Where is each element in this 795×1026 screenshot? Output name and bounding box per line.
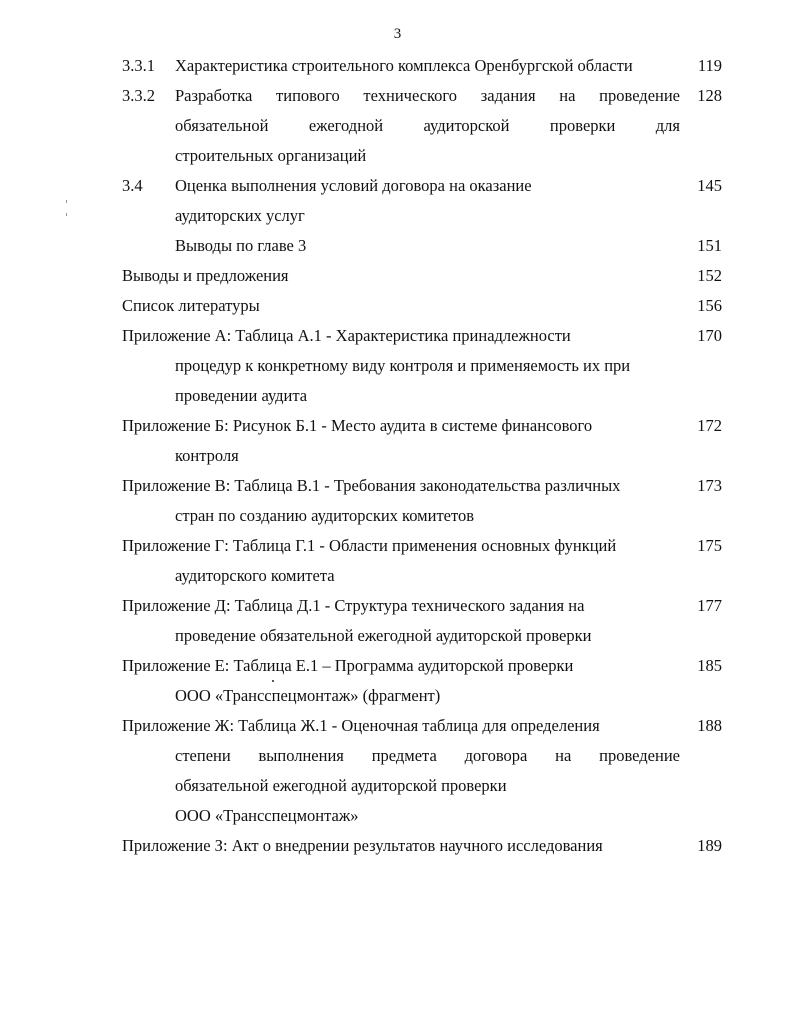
toc-entry-continuation: обязательной ежегодной аудиторской проверки для xyxy=(175,116,680,135)
toc-entry-continuation: контроля xyxy=(175,446,239,465)
toc-entry-title: Приложение З: Акт о внедрении результатов научного исследования xyxy=(122,836,603,855)
toc-entry-title: Приложение В: Таблица В.1 - Требования законодательства различных xyxy=(122,476,621,495)
toc-entry-title: Разработка типового технического задания на проведение xyxy=(175,86,680,105)
toc-entry-continuation: степени выполнения предмета договора на проведение xyxy=(175,746,680,765)
scan-speck xyxy=(272,680,274,682)
toc-entry-number: 3.3.2 xyxy=(122,86,155,105)
toc-entry-title: Выводы и предложения xyxy=(122,266,289,285)
toc-entry-page: 152 xyxy=(697,266,722,285)
toc-entry-number: 3.3.1 xyxy=(122,56,155,75)
toc-entry-title: Список литературы xyxy=(122,296,260,315)
toc-entry-page: 173 xyxy=(697,476,722,495)
toc-entry-continuation: стран по созданию аудиторских комитетов xyxy=(175,506,475,525)
toc-entry-number: 3.4 xyxy=(122,176,143,195)
toc-entry-page: 170 xyxy=(697,326,722,345)
toc-entry-continuation: строительных организаций xyxy=(175,146,367,165)
scan-edge-mark xyxy=(66,213,67,216)
toc-entry-title: Приложение Е: Таблица Е.1 – Программа аудиторской проверки xyxy=(122,656,574,675)
toc-entry-title: Выводы по главе 3 xyxy=(175,236,307,255)
toc-entry-page: 119 xyxy=(697,56,722,75)
toc-entry-page: 128 xyxy=(697,86,722,105)
toc-entry-continuation: проведение обязательной ежегодной аудиторской проверки xyxy=(175,626,592,645)
toc-entry-title: Приложение Б: Рисунок Б.1 - Место аудита в системе финансового xyxy=(122,416,593,435)
toc-entry-page: 175 xyxy=(697,536,722,555)
toc-entry-page: 189 xyxy=(697,836,722,855)
toc-entry-continuation: аудиторского комитета xyxy=(175,566,335,585)
toc-entry-continuation: проведении аудита xyxy=(175,386,308,405)
toc-entry-page: 177 xyxy=(697,596,722,615)
toc-entry-page: 172 xyxy=(697,416,722,435)
toc-entry-continuation: аудиторских услуг xyxy=(175,206,305,225)
toc-entry-page: 188 xyxy=(697,716,722,735)
toc-entry-title: Приложение Д: Таблица Д.1 - Структура технического задания на xyxy=(122,596,585,615)
toc-entry-title: Приложение Г: Таблица Г.1 - Области применения основных функций xyxy=(122,536,617,555)
toc-entry-continuation: ООО «Трансспецмонтаж» (фрагмент) xyxy=(175,686,441,705)
toc-entry-page: 151 xyxy=(697,236,722,255)
page-number: 3 xyxy=(393,26,402,42)
toc-entry-page: 185 xyxy=(697,656,722,675)
toc-entry-title: Приложение А: Таблица А.1 - Характеристика принадлежности xyxy=(122,326,571,345)
toc-entry-page: 145 xyxy=(697,176,722,195)
toc-entry-continuation: процедур к конкретному виду контроля и применяемость их при xyxy=(175,356,631,375)
toc-entry-title: Приложение Ж: Таблица Ж.1 - Оценочная таблица для определения xyxy=(122,716,600,735)
toc-entry-continuation: ООО «Трансспецмонтаж» xyxy=(175,806,359,825)
toc-entry-page: 156 xyxy=(697,296,722,315)
scan-edge-mark xyxy=(66,200,67,203)
toc-entry-title: Оценка выполнения условий договора на оказание xyxy=(175,176,532,195)
toc-entry-title: Характеристика строительного комплекса Оренбургской области xyxy=(175,56,633,75)
toc-entry-continuation: обязательной ежегодной аудиторской проверки xyxy=(175,776,507,795)
